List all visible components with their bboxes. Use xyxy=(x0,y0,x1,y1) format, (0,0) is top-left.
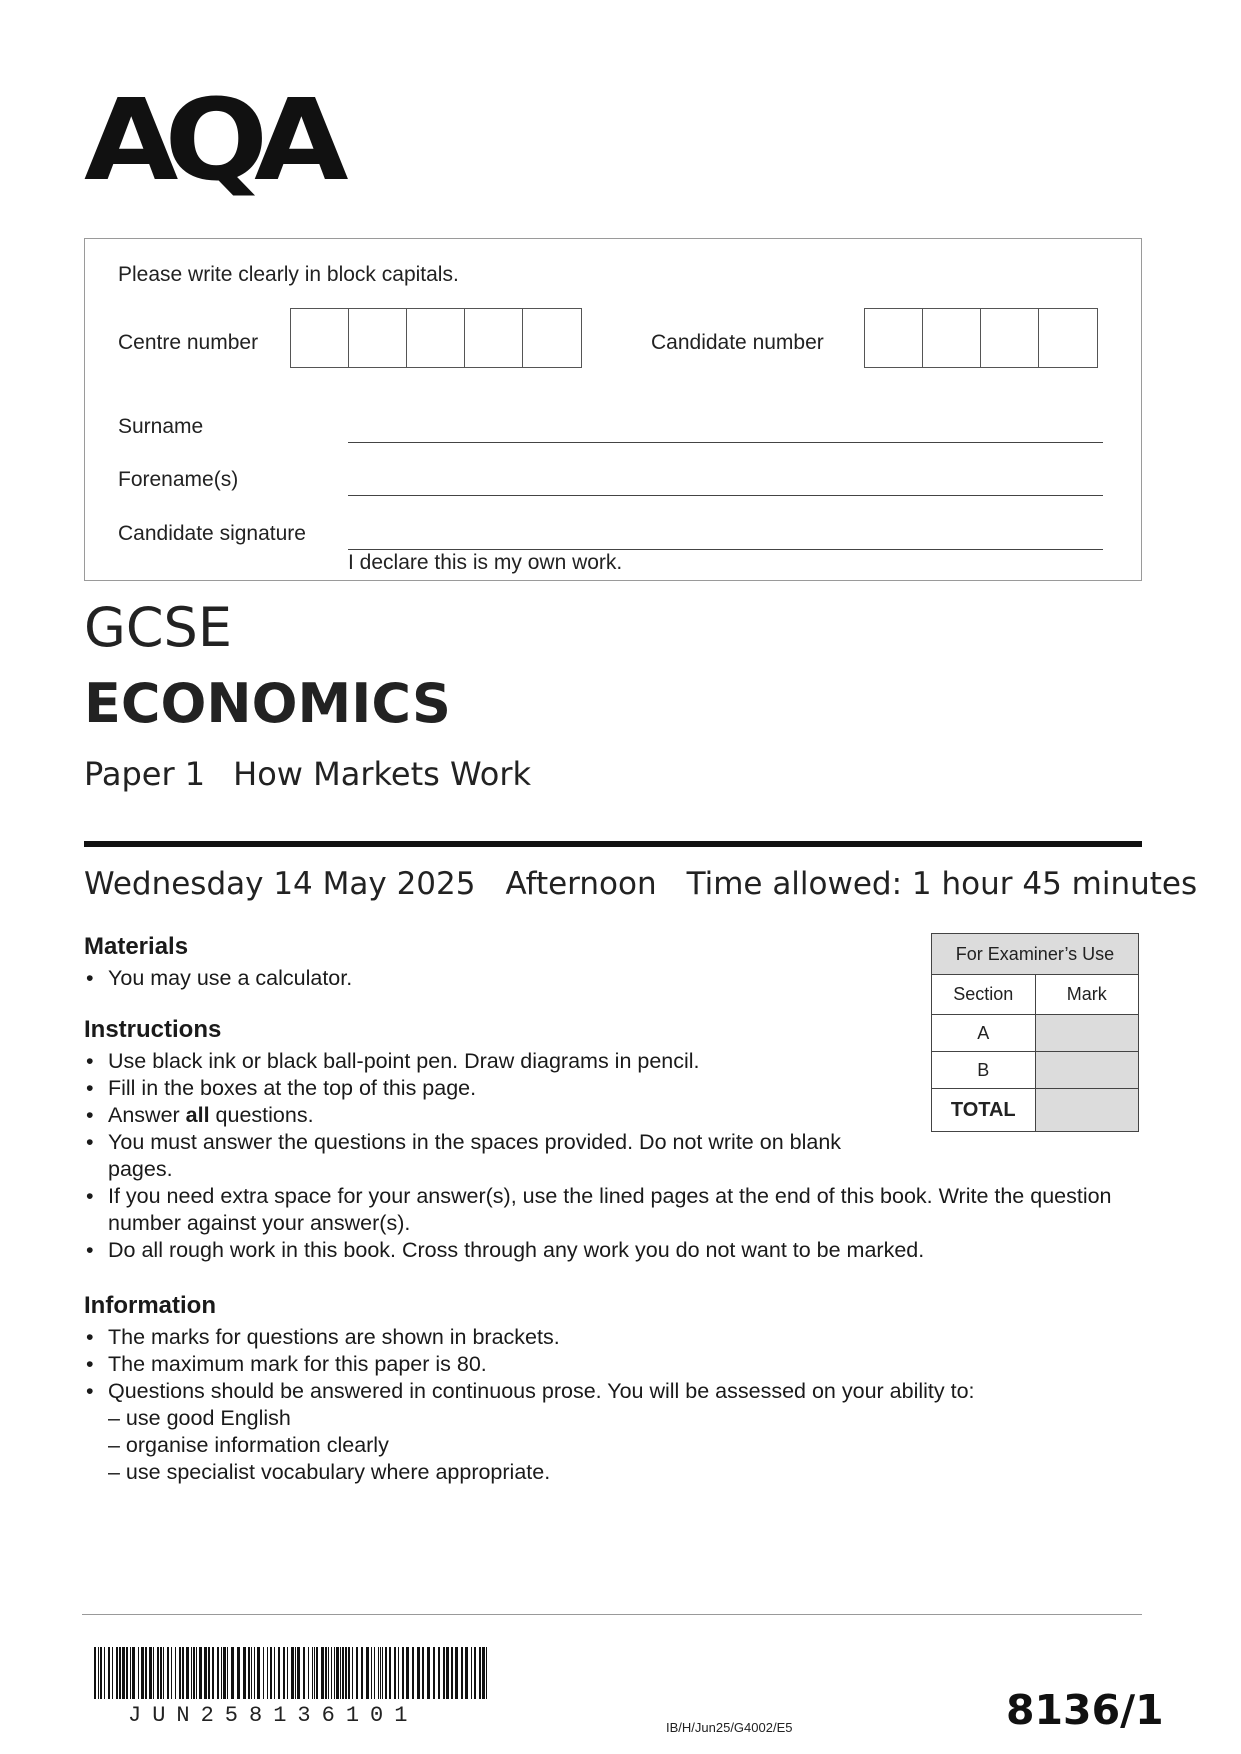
paper-line xyxy=(84,755,531,793)
instruction-item: • Do all rough work in this book. Cross through any work you do not want to be marked. xyxy=(84,1237,1128,1264)
time-allowed: Time allowed: 1 hour 45 minutes xyxy=(686,866,1198,902)
centre-digit-box[interactable] xyxy=(349,309,407,367)
exam-date-line xyxy=(84,866,1197,902)
section-a-cell: A xyxy=(932,1015,1036,1052)
candidate-digit-box[interactable] xyxy=(981,309,1039,367)
examiners-use-title: For Examiner’s Use xyxy=(932,934,1139,975)
examiners-use-table xyxy=(931,933,1139,1132)
information-sub-item: – organise information clearly xyxy=(108,1433,389,1457)
information-item: • The marks for questions are shown in brackets. xyxy=(84,1324,1124,1351)
centre-number-boxes[interactable] xyxy=(290,308,582,368)
information-heading: Information xyxy=(84,1292,216,1319)
total-mark xyxy=(1035,1089,1139,1132)
materials-section xyxy=(84,933,904,992)
document-reference: IB/H/Jun25/G4002/E5 xyxy=(666,1720,793,1735)
centre-number-label: Centre number xyxy=(118,331,259,354)
paper-title: How Markets Work xyxy=(233,755,532,793)
mark-column-header: Mark xyxy=(1035,975,1139,1015)
centre-digit-box[interactable] xyxy=(407,309,465,367)
forename-label: Forename(s) xyxy=(118,468,239,491)
information-sub-item: – use good English xyxy=(108,1406,291,1430)
information-item: • Questions should be answered in continuous prose. You will be assessed on your ability to: xyxy=(84,1378,1124,1405)
candidate-digit-box[interactable] xyxy=(1039,309,1097,367)
exam-session: Afternoon xyxy=(505,866,657,902)
information-sub-item: – use specialist vocabulary where appropriate. xyxy=(108,1460,551,1484)
answer-suffix: questions. xyxy=(209,1103,314,1127)
information-section xyxy=(84,1292,1124,1486)
forename-line[interactable] xyxy=(348,495,1103,496)
surname-line[interactable] xyxy=(348,442,1103,443)
block-capitals-instruction: Please write clearly in block capitals. xyxy=(118,263,459,286)
section-b-mark xyxy=(1035,1052,1139,1089)
section-a-mark xyxy=(1035,1015,1139,1052)
answer-all-emphasis: all xyxy=(185,1103,210,1127)
exam-subject: ECONOMICS xyxy=(84,672,451,735)
materials-item: • You may use a calculator. xyxy=(84,965,904,992)
instruction-item: • If you need extra space for your answer(s), use the lined pages at the end of this book. Write the question number against your answer(s). xyxy=(84,1183,1128,1237)
signature-label: Candidate signature xyxy=(118,522,306,545)
candidate-digit-box[interactable] xyxy=(923,309,981,367)
barcode-icon xyxy=(94,1647,489,1699)
paper-number: Paper 1 xyxy=(84,755,206,793)
centre-digit-box[interactable] xyxy=(523,309,581,367)
instruction-item: • Use black ink or black ball-point pen. Draw diagrams in pencil. xyxy=(84,1048,924,1075)
section-column-header: Section xyxy=(932,975,1036,1015)
barcode-number: JUN258136101 xyxy=(128,1703,419,1728)
centre-digit-box[interactable] xyxy=(465,309,523,367)
total-cell: TOTAL xyxy=(932,1089,1036,1132)
candidate-number-label: Candidate number xyxy=(651,331,824,354)
answer-prefix: Answer xyxy=(108,1103,186,1127)
centre-digit-box[interactable] xyxy=(291,309,349,367)
instruction-item xyxy=(84,1102,924,1129)
paper-code: 8136/1 xyxy=(1006,1686,1164,1734)
instruction-item: • You must answer the questions in the spaces provided. Do not write on blank pages. xyxy=(84,1129,848,1183)
exam-date: Wednesday 14 May 2025 xyxy=(84,866,476,902)
candidate-number-boxes[interactable] xyxy=(864,308,1098,368)
title-divider xyxy=(84,841,1142,847)
exam-level: GCSE xyxy=(84,596,232,659)
materials-heading: Materials xyxy=(84,933,189,960)
aqa-logo: AQA xyxy=(84,74,335,206)
declaration-text: I declare this is my own work. xyxy=(348,551,623,574)
instructions-heading: Instructions xyxy=(84,1016,222,1043)
surname-label: Surname xyxy=(118,415,204,438)
candidate-digit-box[interactable] xyxy=(865,309,923,367)
information-item: • The maximum mark for this paper is 80. xyxy=(84,1351,1124,1378)
signature-line[interactable] xyxy=(348,549,1103,550)
instruction-item: • Fill in the boxes at the top of this page. xyxy=(84,1075,924,1102)
section-b-cell: B xyxy=(932,1052,1036,1089)
footer-divider xyxy=(82,1614,1142,1615)
